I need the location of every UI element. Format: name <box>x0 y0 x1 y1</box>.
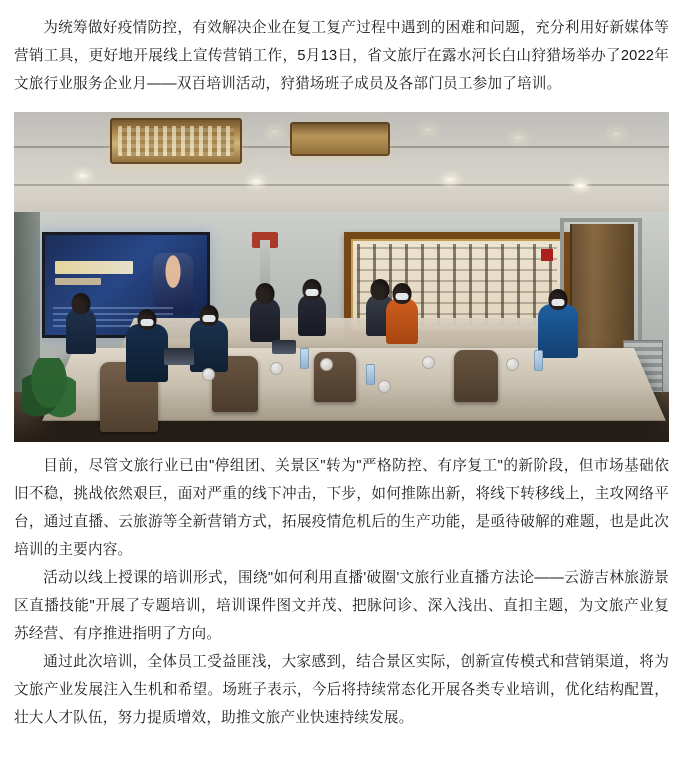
ceiling-light-icon <box>444 176 457 183</box>
paragraph-3: 活动以线上授课的培训形式，围绕"如何利用直播'破圈'文旅行业直播方法论——云游吉林旅游景区直播技能"开展了专题培训，培训课件图文并茂、把脉问诊、深入浅出、直扣主题，为文旅产业复苏经营、有序推进指明了方向。 <box>14 570 669 642</box>
attendee-orange-vest <box>386 298 418 344</box>
attendee-head <box>72 293 91 314</box>
attendee <box>298 294 326 336</box>
potted-plant <box>22 358 76 422</box>
ceiling <box>14 112 669 220</box>
ceiling-light-icon <box>610 130 623 137</box>
chandelier-light <box>290 122 390 156</box>
attendee-head <box>371 279 390 300</box>
face-mask <box>203 315 216 322</box>
tea-cup <box>270 362 283 375</box>
screen-subtitle-banner <box>55 278 101 285</box>
water-bottle <box>366 364 375 385</box>
tea-cup <box>202 368 215 381</box>
paragraph-2: 目前，尽管文旅行业已由"停组团、关景区"转为"严格防控、有序复工"的新阶段，但市场基础依旧不稳，挑战依然艰巨，面对严重的线下冲击，下步，如何推陈出新，将线下转移线上，主攻网络平台，通过直播、云旅游等全新营销方式，拓展疫情危机后的生产功能，是亟待破解的难题，也是此次培训的主要内容。 <box>14 458 669 558</box>
tea-cup <box>378 380 391 393</box>
chair <box>314 352 356 402</box>
attendee-blue-uniform <box>538 304 578 358</box>
face-mask <box>141 319 154 326</box>
ceiling-line <box>14 184 669 186</box>
ceiling-light-icon <box>250 178 263 185</box>
ceiling-light-icon <box>512 134 525 141</box>
ceiling-light-icon <box>422 126 435 133</box>
water-bottle <box>534 350 543 371</box>
training-photo <box>14 112 669 442</box>
face-mask <box>396 293 409 300</box>
ceiling-light-icon <box>76 172 89 179</box>
face-mask <box>552 299 565 306</box>
screen-title-banner <box>55 261 133 274</box>
water-bottle <box>300 348 309 369</box>
attendee <box>126 324 168 382</box>
paragraph-4: 通过此次培训，全体员工受益匪浅，大家感到，结合景区实际，创新宣传模式和营销渠道，将为文旅产业发展注入生机和希望。场班子表示，今后将持续常态化开展各类专业培训，优化结构配置，壮大人才队伍，努力提质增效，助推文旅产业快速持续发展。 <box>14 654 669 726</box>
ceiling-light-icon <box>268 128 281 135</box>
chandelier-light <box>110 118 242 164</box>
conference-table-far <box>120 318 577 349</box>
paragraph-1: 为统筹做好疫情防控，有效解决企业在复工复产过程中遇到的困难和问题，充分利用好新媒体等营销工具，更好地开展线上宣传营销工作，5月13日，省文旅厅在露水河长白山狩猎场举办了2022年文旅行业服务企业月——双百培训活动，狩猎场班子成员及各部门员工参加了培训。 <box>14 20 669 92</box>
attendee <box>66 308 96 354</box>
laptop <box>164 348 194 365</box>
attendee <box>250 298 280 342</box>
tea-cup <box>422 356 435 369</box>
laptop <box>272 340 296 354</box>
tea-cup <box>506 358 519 371</box>
tea-cup <box>320 358 333 371</box>
ceiling-light-icon <box>574 182 587 189</box>
attendee-head <box>256 283 275 304</box>
attendee <box>190 320 228 372</box>
chair <box>454 350 498 402</box>
face-mask <box>306 289 319 296</box>
